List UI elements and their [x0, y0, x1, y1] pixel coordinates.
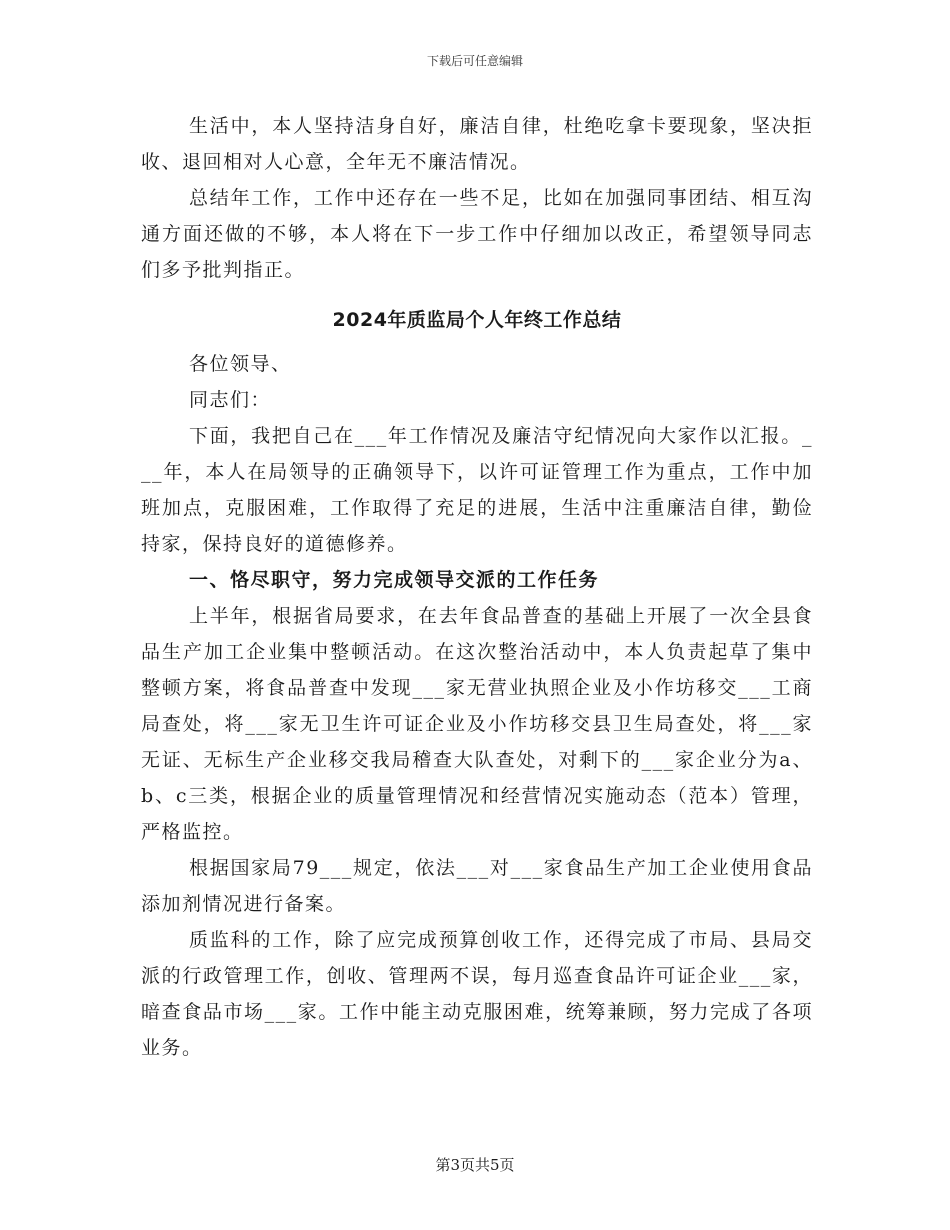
paragraph: 总结年工作，工作中还存在一些不足，比如在加强同事团结、相互沟通方面还做的不够，本人将在下一步工作中仔细加以改正，希望领导同志们多予批判指正。	[141, 187, 813, 281]
section-heading: 一、恪尽职守，努力完成领导交派的工作任务	[189, 569, 600, 591]
paragraph: 上半年，根据省局要求，在去年食品普查的基础上开展了一次全县食品生产加工企业集中整顿活动。在这次整治活动中，本人负责起草了集中整顿方案，将食品普查中发现___家无营业执照企业及小作坊移交___工商局查处，将___家无卫生许可证企业及小作坊移交县卫生局查处，将___家无证、无标生产企业移交我局稽查大队查处，对剩下的___家企业分为a、b、c三类，根据企业的质量管理情况和经营情况实施动态（范本）管理，严格监控。	[141, 605, 813, 843]
paragraph: 根据国家局79___规定，依法___对___家食品生产加工企业使用食品添加剂情况进行备案。	[141, 857, 813, 915]
paragraph: 下面，我把自己在___年工作情况及廉洁守纪情况向大家作以汇报。___年，本人在局领导的正确领导下，以许可证管理工作为重点，工作中加班加点，克服困难，工作取得了充足的进展，生活中注重廉洁自律，勤俭持家，保持良好的道德修养。	[141, 425, 813, 555]
document-body	[141, 108, 813, 1066]
page-footer: 第3页共5页	[435, 1156, 515, 1174]
paragraph: 生活中，本人坚持洁身自好，廉洁自律，杜绝吃拿卡要现象，坚决拒收、退回相对人心意，全年无不廉洁情况。	[141, 115, 813, 173]
document-title: 2024年质监局个人年终工作总结	[332, 309, 622, 331]
salutation-line: 同志们：	[189, 389, 272, 411]
paragraph: 质监科的工作，除了应完成预算创收工作，还得完成了市局、县局交派的行政管理工作，创收、管理两不误，每月巡查食品许可证企业___家，暗查食品市场___家。工作中能主动克服困难，统筹兼顾，努力完成了各项业务。	[141, 929, 813, 1059]
salutation-line: 各位领导、	[189, 353, 292, 375]
header-note: 下载后可任意编辑	[426, 54, 523, 68]
